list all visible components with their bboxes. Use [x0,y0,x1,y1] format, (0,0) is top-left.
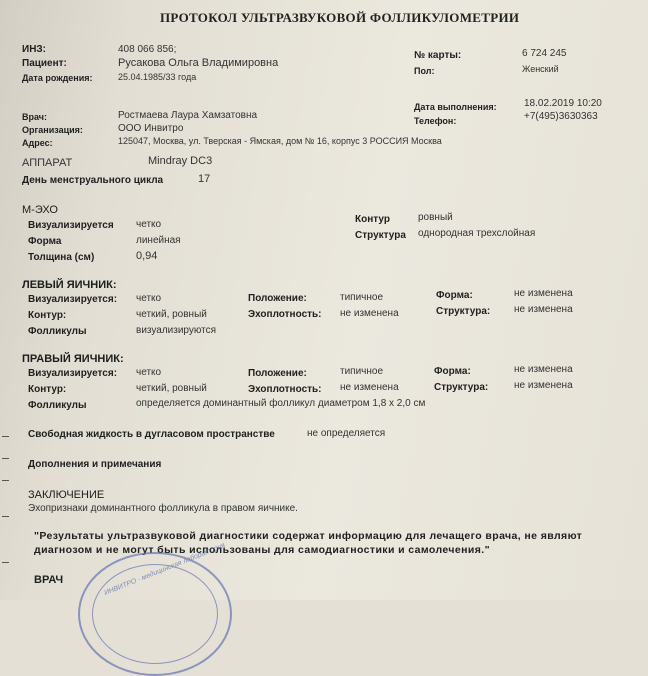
m-echo-heading: М-ЭХО [22,204,58,216]
conclusion-heading: ЗАКЛЮЧЕНИЕ [28,489,105,501]
doctor-value: Ростмаева Лаура Хамзатовна [118,110,258,121]
right-structure-label: Структура: [434,382,489,393]
disclaimer-line-2: диагнозом и не могут быть использованы для самодиагностики и самолечения." [34,544,490,556]
right-follicles-value: определяется доминантный фолликул диаметром 1,8 х 2,0 см [136,398,426,409]
right-contour-value: четкий, ровный [136,383,207,394]
left-position-value: типичное [340,292,384,303]
inz-label: ИНЗ: [22,44,47,55]
dob-value: 25.04.1985/33 года [118,72,197,82]
right-vis-label: Визуализируется: [28,368,118,379]
stamp-seal [78,542,232,676]
left-contour-label: Контур: [28,310,67,321]
left-echo-value: не изменена [340,308,399,319]
m-echo-thick-label: Толщина (см) [28,252,95,263]
m-echo-contour-label: Контур [355,214,390,225]
doctor-label: Врач: [22,112,48,122]
margin-mark [2,436,9,437]
sex-value: Женский [522,64,559,74]
right-follicles-label: Фолликулы [28,400,87,411]
signature-label: ВРАЧ [34,574,64,586]
phone-value: +7(495)3630363 [524,111,598,122]
right-form-label: Форма: [434,366,471,377]
left-follicles-value: визуализируются [136,325,217,336]
patient-label: Пациент: [22,58,67,69]
m-echo-structure-label: Структура [355,230,406,241]
conclusion-text: Эхопризнаки доминантного фолликула в правом яичнике. [28,503,298,514]
right-ovary-heading: ПРАВЫЙ ЯИЧНИК: [22,353,124,365]
date-label: Дата выполнения: [414,102,497,112]
right-form-value: не изменена [514,364,573,375]
address-value: 125047, Москва, ул. Тверская - Ямская, дом № 16, корпус 3 РОССИЯ Москва [118,136,442,146]
left-structure-label: Структура: [436,306,491,317]
left-position-label: Положение: [248,293,307,304]
stamp-text: ИНВИТРО · медицинская лаборатория [103,542,227,597]
address-label: Адрес: [22,138,53,148]
m-echo-form-value: линейная [136,235,181,246]
fluid-value: не определяется [307,428,386,439]
left-vis-value: четко [136,293,162,304]
inz-value: 408 066 856; [118,44,177,55]
document-title: ПРОТОКОЛ УЛЬТРАЗВУКОВОЙ ФОЛЛИКУЛОМЕТРИИ [160,10,520,25]
right-position-value: типичное [340,366,384,377]
fluid-label: Свободная жидкость в дугласовом пространстве [28,429,275,440]
left-ovary-heading: ЛЕВЫЙ ЯИЧНИК: [22,279,117,291]
m-echo-structure-value: однородная трехслойная [418,228,536,239]
card-label: № карты: [414,50,462,61]
left-contour-value: четкий, ровный [136,309,207,320]
margin-mark [2,562,9,563]
left-form-label: Форма: [436,290,473,301]
right-echo-value: не изменена [340,382,399,393]
org-value: ООО Инвитро [118,123,184,134]
left-vis-label: Визуализируется: [28,294,118,305]
cycle-day-label: День менструального цикла [22,175,164,186]
left-follicles-label: Фолликулы [28,326,87,337]
patient-value: Русакова Ольга Владимировна [118,57,279,69]
notes-label: Дополнения и примечания [28,459,162,470]
org-label: Организация: [22,125,83,135]
disclaimer-line-1: "Результаты ультразвуковой диагностики содержат информацию для лечащего врача, не являют [34,530,583,542]
date-value: 18.02.2019 10:20 [524,98,602,109]
margin-mark [2,480,9,481]
device-label: АППАРАТ [22,157,73,169]
m-echo-contour-value: ровный [418,212,453,223]
m-echo-vis-value: четко [136,219,162,230]
m-echo-form-label: Форма [28,236,62,247]
right-vis-value: четко [136,367,162,378]
dob-label: Дата рождения: [22,73,93,83]
right-contour-label: Контур: [28,384,67,395]
right-structure-value: не изменена [514,380,573,391]
left-echo-label: Эхоплотность: [248,309,322,320]
right-position-label: Положение: [248,368,307,379]
device-value: Mindray DC3 [148,155,213,167]
m-echo-vis-label: Визуализируется [28,220,114,231]
card-value: 6 724 245 [522,48,567,59]
phone-label: Телефон: [414,116,457,126]
left-form-value: не изменена [514,288,573,299]
cycle-day-value: 17 [198,173,211,185]
m-echo-thick-value: 0,94 [136,250,158,262]
sex-label: Пол: [414,66,435,76]
margin-mark [2,516,9,517]
left-structure-value: не изменена [514,304,573,315]
right-echo-label: Эхоплотность: [248,384,322,395]
margin-mark [2,458,9,459]
